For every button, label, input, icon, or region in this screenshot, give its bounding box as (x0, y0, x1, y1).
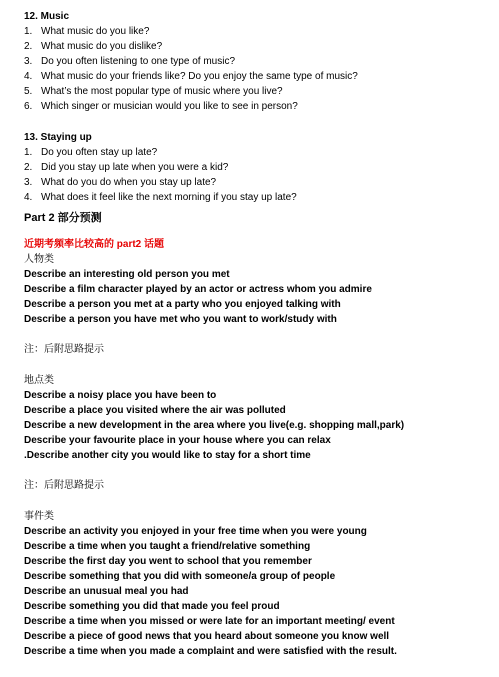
hint-note: 注：后附思路提示 (24, 480, 104, 491)
topic-item: Describe a time when you missed or were late for an important meeting/ event (24, 616, 395, 627)
question-item (24, 99, 499, 114)
question-text: What music do your friends like? Do you enjoy the same type of music? (41, 71, 358, 82)
section-13-questions (24, 145, 499, 205)
question-text: What does it feel like the next morning if you stay up late? (41, 192, 297, 203)
topic-item: Describe your favourite place in your house where you can relax (24, 435, 331, 446)
topic-item: Describe a person you have met who you want to work/study with (24, 314, 337, 325)
part2-subheading: 近期考频率比较高的 part2 话题 (24, 239, 165, 250)
question-text: What do you do when you stay up late? (41, 177, 217, 188)
question-text: What music do you like? (41, 26, 150, 37)
section-12-title: 12. Music (24, 11, 70, 22)
question-text: Did you stay up late when you were a kid? (41, 162, 229, 173)
topic-item: Describe an unusual meal you had (24, 586, 189, 597)
question-item (24, 190, 499, 205)
topic-item: Describe a place you visited where the air was polluted (24, 405, 286, 416)
question-text: Do you often stay up late? (41, 147, 158, 158)
question-item (24, 39, 499, 54)
question-item (24, 69, 499, 84)
topic-item: Describe a time when you taught a friend/relative something (24, 541, 311, 552)
question-text: What music do you dislike? (41, 41, 163, 52)
question-number: 6. (24, 101, 33, 112)
question-number: 4. (24, 71, 33, 82)
question-number: 4. (24, 192, 33, 203)
question-item (24, 145, 499, 160)
topic-item: Describe a film character played by an actor or actress whom you admire (24, 284, 372, 295)
topic-item: Describe an interesting old person you met (24, 269, 230, 280)
topic-item: Describe a piece of good news that you heard about someone you know well (24, 631, 390, 642)
question-item (24, 175, 499, 190)
question-text: Do you often listening to one type of music? (41, 56, 236, 67)
question-text: Which singer or musician would you like to see in person? (41, 101, 298, 112)
section-13-title: 13. Staying up (24, 132, 92, 143)
category-places: 地点类 (24, 375, 54, 386)
question-number: 1. (24, 26, 33, 37)
topic-item: Describe a time when you made a complaint and were satisfied with the result. (24, 646, 397, 657)
spacer (24, 114, 499, 130)
question-item (24, 160, 499, 175)
category-events: 事件类 (24, 511, 54, 522)
category-people: 人物类 (24, 254, 54, 265)
question-number: 1. (24, 147, 33, 158)
part2-heading: Part 2 部分预测 (24, 212, 102, 224)
question-number: 2. (24, 162, 33, 173)
topic-item: .Describe another city you would like to stay for a short time (24, 450, 311, 461)
question-item (24, 54, 499, 69)
topic-item: Describe a person you met at a party who you enjoyed talking with (24, 299, 341, 310)
hint-note: 注：后附思路提示 (24, 344, 104, 355)
question-number: 3. (24, 177, 33, 188)
question-item (24, 24, 499, 39)
question-item (24, 84, 499, 99)
topic-item: Describe the first day you went to school that you remember (24, 556, 312, 567)
question-text: What’s the most popular type of music where you live? (41, 86, 283, 97)
topic-item: Describe something that you did with someone/a group of people (24, 571, 336, 582)
topic-item: Describe something you did that made you feel proud (24, 601, 280, 612)
section-12-questions (24, 24, 499, 114)
question-number: 2. (24, 41, 33, 52)
topic-item: Describe a new development in the area where you live(e.g. shopping mall,park) (24, 420, 405, 431)
question-number: 5. (24, 86, 33, 97)
question-number: 3. (24, 56, 33, 67)
topic-item: Describe an activity you enjoyed in your free time when you were young (24, 526, 367, 537)
topic-item: Describe a noisy place you have been to (24, 390, 217, 401)
